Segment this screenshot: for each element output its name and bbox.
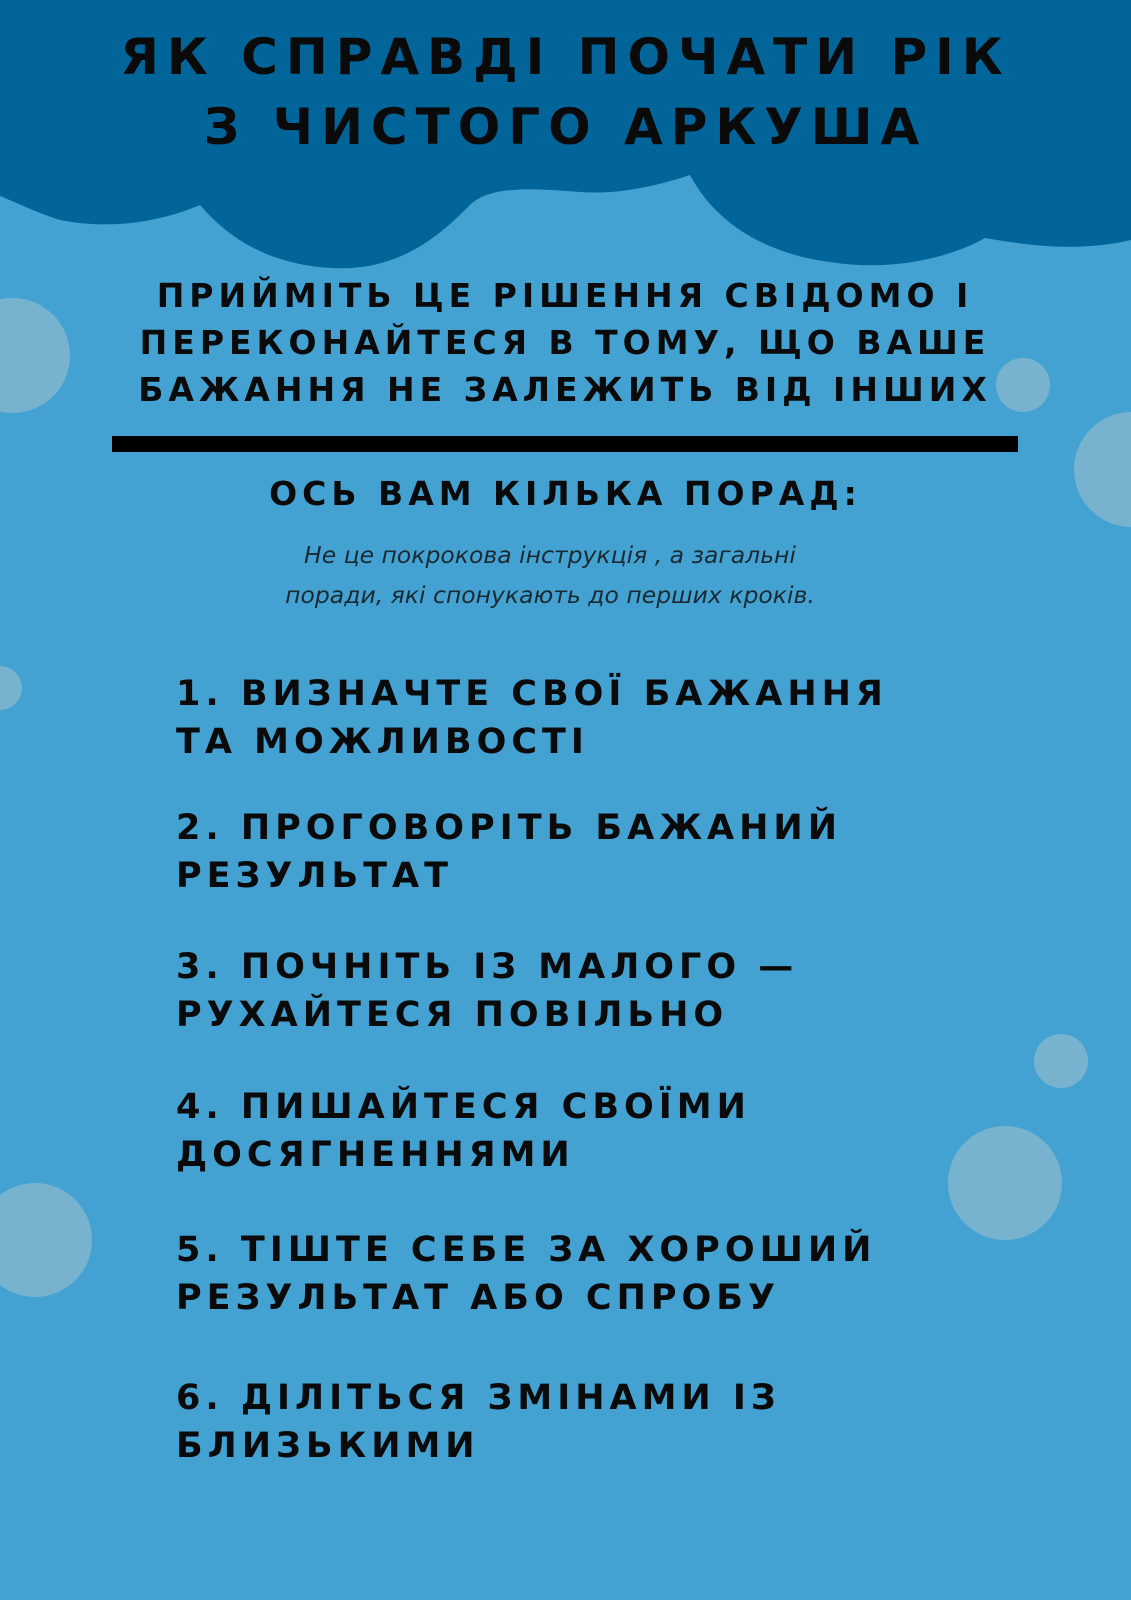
tip-item-2: 2. ПРОГОВОРІТЬ БАЖАНИЙ РЕЗУЛЬТАТ <box>176 808 843 896</box>
bubble-right-lower-small <box>1034 1034 1088 1088</box>
tip-item-5: 5. ТІШТЕ СЕБЕ ЗА ХОРОШИЙ РЕЗУЛЬТАТ АБО СПРОБУ <box>176 1230 877 1318</box>
poster-title: ЯК СПРАВДІ ПОЧАТИ РІК З ЧИСТОГО АРКУША <box>120 28 1011 156</box>
bubble-left-lower <box>0 1183 92 1297</box>
tip-item-4: 4. ПИШАЙТЕСЯ СВОЇМИ ДОСЯГНЕННЯМИ <box>176 1087 751 1175</box>
tip-item-3: 3. ПОЧНІТЬ ІЗ МАЛОГО — РУХАЙТЕСЯ ПОВІЛЬНО <box>176 947 799 1035</box>
poster-subtitle: ПРИЙМІТЬ ЦЕ РІШЕННЯ СВІДОМО І ПЕРЕКОНАЙТЕСЯ В ТОМУ, ЩО ВАШЕ БАЖАННЯ НЕ ЗАЛЕЖИТЬ ВІД ІНШИХ <box>138 276 992 409</box>
tip-item-6: 6. ДІЛІТЬСЯ ЗМІНАМИ ІЗ БЛИЗЬКИМИ <box>176 1378 781 1466</box>
tips-note: Не це покрокова інструкція , а загальні поради, які спонукають до перших кроків. <box>285 541 815 609</box>
tip-item-1: 1. ВИЗНАЧТЕ СВОЇ БАЖАННЯ ТА МОЖЛИВОСТІ <box>176 674 888 762</box>
bubble-left-mid <box>0 666 22 710</box>
tips-heading: ОСЬ ВАМ КІЛЬКА ПОРАД: <box>269 474 862 513</box>
divider-line <box>112 436 1018 452</box>
